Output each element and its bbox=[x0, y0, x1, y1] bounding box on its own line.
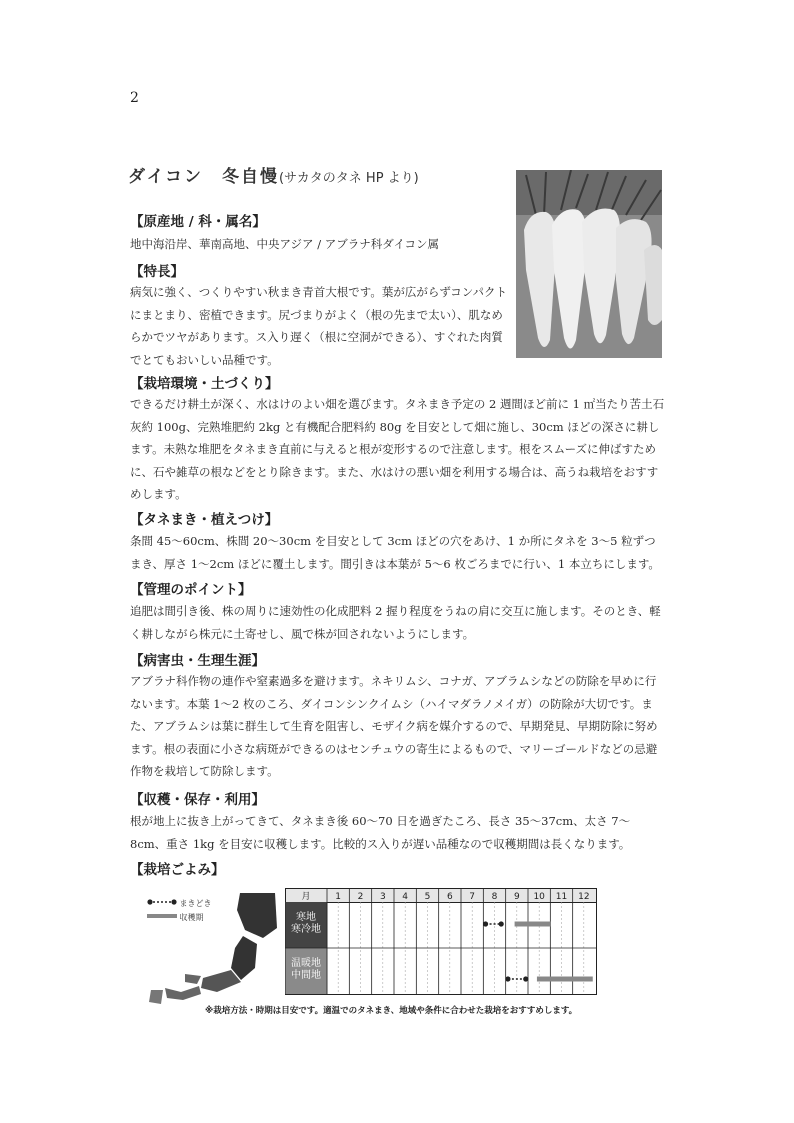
daikon-photo bbox=[516, 170, 662, 358]
body-harvest: 根が地上に抜き上がってきて、タネまき後 60〜70 日を過ぎたころ、長さ 35〜37cm、太さ 7〜8cm、重さ 1kg を目安に収穫します。比較的ス入りが遅い品種なので収穫期間は長くなります。 bbox=[130, 814, 631, 851]
region-label: 寒冷地 bbox=[291, 924, 321, 935]
month-label: 3 bbox=[379, 892, 386, 902]
heading-pests: 【病害虫・生理生涯】 bbox=[130, 653, 265, 669]
month-label: 12 bbox=[578, 892, 590, 902]
harvest-bar bbox=[537, 977, 593, 982]
body-environment: できるだけ耕土が深く、水はけのよい畑を選びます。タネまき予定の 2 週間ほど前に 1 ㎡当たり苦土石灰約 100g、完熟堆肥約 2kg と有機配合肥料約 80g を目安として畑に施し、30cm ほどの深さに耕します。未熟な堆肥をタネまき直前に与えると根が変形するので注意します。根をスムーズに伸ばすために、石や雑草の根などをとり除きます。また、水はけの悪い畑を利用する場合は、高うね栽培をおすすめします。 bbox=[130, 397, 665, 501]
month-label: 6 bbox=[446, 892, 453, 902]
page-title bbox=[128, 162, 419, 187]
heading-harvest: 【収穫・保存・利用】 bbox=[130, 792, 265, 808]
heading-calendar: 【栽培ごよみ】 bbox=[130, 862, 225, 878]
month-header-label: 月 bbox=[301, 892, 311, 902]
month-label: 9 bbox=[513, 892, 520, 902]
title-main: ダイコン 冬自慢 bbox=[128, 167, 279, 187]
heading-features: 【特長】 bbox=[130, 264, 184, 280]
japan-map bbox=[145, 888, 285, 1006]
month-label: 5 bbox=[424, 892, 431, 902]
heading-sowing: 【タネまき・植えつけ】 bbox=[130, 512, 279, 528]
month-label: 11 bbox=[555, 892, 568, 902]
legend-harvest-label: 収穫期 bbox=[179, 913, 204, 922]
region-label: 寒地 bbox=[296, 912, 316, 923]
region-label: 中間地 bbox=[291, 970, 321, 981]
title-source: (サカタのタネ HP より) bbox=[278, 171, 419, 186]
body-management: 追肥は間引き後、株の周りに速効性の化成肥料 2 握り程度をうねの肩に交互に施します。そのとき、軽く耕しながら株元に土寄せし、風で株が回されないようにします。 bbox=[130, 604, 661, 641]
sowing-start-dot bbox=[505, 976, 510, 981]
body-sowing: 条間 45〜60cm、株間 20〜30cm を目安として 3cm ほどの穴をあけ、1 か所にタネを 3〜5 粒ずつまき、厚さ 1〜2cm ほどに覆土します。間引きは本葉が 5〜6 枚ごろまでに行い、1 本立ちにします。 bbox=[130, 534, 660, 571]
heading-management: 【管理のポイント】 bbox=[130, 582, 252, 598]
sowing-end-dot bbox=[523, 976, 528, 981]
legend-sowing-label: まきどき bbox=[179, 899, 212, 908]
region-label: 温暖地 bbox=[291, 958, 321, 969]
body-features: 病気に強く、つくりやすい秋まき青首大根です。葉が広がらずコンパクトにまとまり、密植できます。尻づまりがよく（根の先まで太い）、肌なめらかでツヤがあります。ス入り遅く（根に空洞ができる）、すぐれた肉質でとてもおいしい品種です。 bbox=[130, 285, 507, 367]
month-label: 1 bbox=[335, 892, 342, 902]
month-label: 7 bbox=[469, 892, 476, 902]
month-label: 4 bbox=[402, 892, 409, 902]
sowing-end-dot bbox=[499, 921, 504, 926]
heading-origin: 【原産地 / 科・属名】 bbox=[130, 214, 266, 230]
month-label: 2 bbox=[357, 892, 364, 902]
sowing-start-dot bbox=[483, 921, 488, 926]
cultivation-calendar bbox=[285, 888, 597, 998]
page-number: 2 bbox=[130, 90, 139, 106]
body-origin: 地中海沿岸、華南高地、中央アジア / アブラナ科ダイコン属 bbox=[130, 237, 440, 251]
harvest-bar bbox=[515, 922, 551, 927]
calendar-header bbox=[286, 889, 597, 903]
heading-environment: 【栽培環境・土づくり】 bbox=[130, 376, 279, 392]
calendar-note: ※栽培方法・時期は目安です。適温でのタネまき、地域や条件に合わせた栽培をおすすめします。 bbox=[205, 1006, 578, 1016]
month-label: 10 bbox=[533, 892, 545, 902]
month-label: 8 bbox=[491, 892, 498, 902]
body-pests: アブラナ科作物の連作や窒素過多を避けます。ネキリムシ、コナガ、アブラムシなどの防除を早めに行ないます。本葉 1〜2 枚のころ、ダイコンシンクイムシ（ハイマダラノメイガ）の防除が大切です。また、アブラムシは葉に群生して生育を阻害し、モザイク病を媒介するので、早期発見、早期防除に努めます。根の表面に小さな病斑ができるのはセンチュウの寄生によるもので、マリーゴールドなどの忌避作物を栽培して防除します。 bbox=[130, 674, 658, 778]
